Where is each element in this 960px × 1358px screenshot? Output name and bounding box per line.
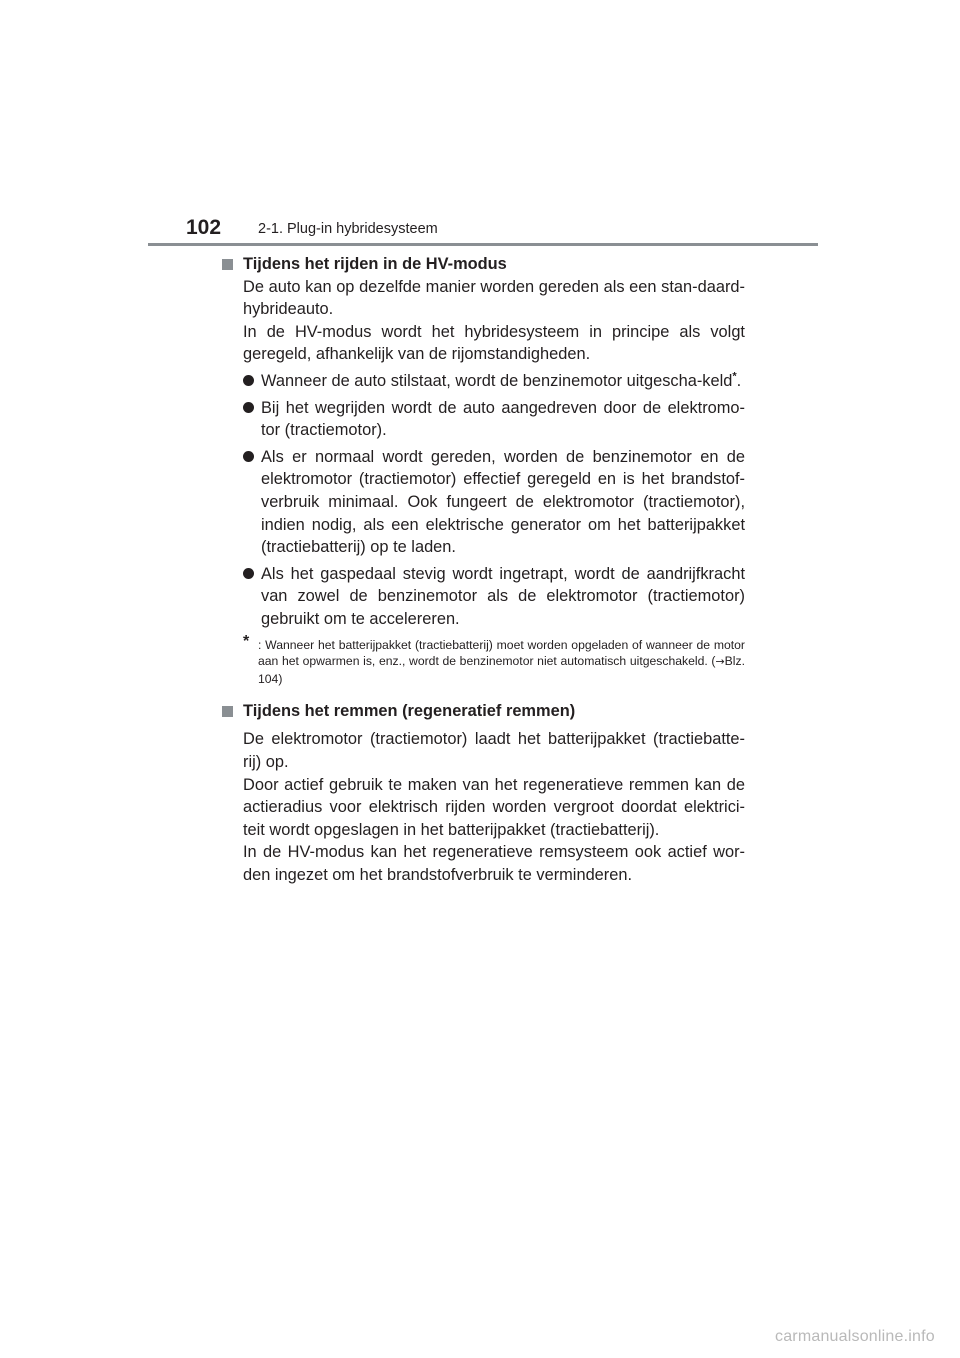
list-item — [243, 563, 745, 631]
footnote — [243, 632, 745, 688]
round-bullet-icon — [243, 451, 254, 462]
footnote-marker: * — [732, 370, 737, 383]
paragraph: Door actief gebruik te maken van het regeneratieve remmen kan de actieradius voor elektrisch rijden worden vergroot doordat elektrici-teit wordt opgeslagen in het batterijpakket (tractiebatterij). — [243, 775, 745, 839]
list-item — [243, 446, 745, 559]
section-heading-regenerative-braking — [222, 700, 745, 723]
section-title: 2-1. Plug-in hybridesysteem — [258, 221, 438, 237]
footnote-star: * — [243, 632, 250, 650]
round-bullet-icon — [243, 568, 254, 579]
bullet-list — [243, 370, 745, 631]
paragraph: De auto kan op dezelfde manier worden gereden als een stan-daard-hybrideauto. — [243, 277, 745, 319]
paragraph: In de HV-modus kan het regeneratieve remsysteem ook actief wor-den ingezet om het brandstofverbruik te verminderen. — [243, 843, 745, 885]
list-item-text: Bij het wegrijden wordt de auto aangedreven door de elektromo-tor (tractiemotor). — [261, 398, 745, 440]
arrow-right-icon: → — [715, 655, 725, 669]
heading-text: Tijdens het remmen (regeneratief remmen) — [243, 701, 576, 720]
list-item-text: Als er normaal wordt gereden, worden de benzinemotor en de elektromotor (tractiemotor) effectief geregeld en is het brandstof-verbruik minimaal. Ook fungeert de elektromotor (tractiemotor), indien nodig, als een elektrische generator om het batterijpakket (tractiebatterij) op te laden. — [261, 447, 745, 557]
page-number: 102 — [186, 216, 222, 239]
list-item — [243, 397, 745, 442]
section-body-hv-mode — [243, 276, 745, 688]
paragraph: In de HV-modus wordt het hybridesysteem in principe als volgt geregeld, afhankelijk van de rijomstandigheden. — [243, 322, 745, 364]
heading-text: Tijdens het rijden in de HV-modus — [243, 255, 507, 273]
list-item-text: Als het gaspedaal stevig wordt ingetrapt, wordt de aandrijfkracht van zowel de benzinemotor als de elektromotor (tractiemotor) gebruikt om te accelereren. — [261, 564, 745, 628]
section-heading-hv-mode — [222, 253, 745, 276]
section-body-regenerative-braking — [243, 728, 745, 886]
page-content — [222, 253, 745, 887]
square-bullet-icon — [222, 259, 233, 270]
watermark: carmanualsonline.info — [775, 1328, 935, 1345]
page-reference-link[interactable]: Blz. 104) — [258, 654, 745, 687]
round-bullet-icon — [243, 375, 254, 386]
round-bullet-icon — [243, 402, 254, 413]
header-divider — [148, 243, 818, 246]
list-item-text: Wanneer de auto stilstaat, wordt de benzinemotor uitgescha-keld — [261, 371, 733, 390]
paragraph: De elektromotor (tractiemotor) laadt het batterijpakket (tractiebatte-rij) op. — [243, 730, 745, 772]
square-bullet-icon — [222, 706, 233, 717]
list-item-tail: . — [736, 371, 742, 390]
footnote-text: : Wanneer het batterijpakket (tractiebatterij) moet worden opgeladen of wanneer de motor aan het opwarmen is, enz., wordt de benzinemotor niet automatisch uitgeschakeld. ( — [258, 637, 745, 669]
list-item — [243, 370, 745, 393]
